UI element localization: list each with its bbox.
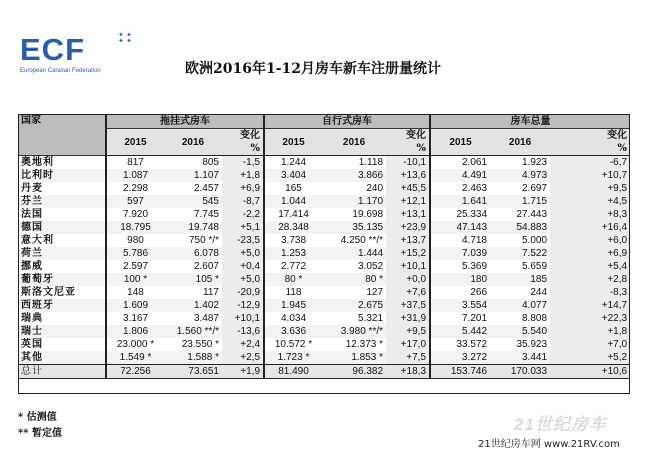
table-row xyxy=(18,156,630,170)
country-cell: 英国 xyxy=(18,338,106,351)
table-row xyxy=(18,351,630,365)
value-cell: +23,9 xyxy=(386,221,430,234)
country-cell: 瑞士 xyxy=(18,325,106,338)
value-cell: -20,9 xyxy=(222,286,264,299)
value-cell: -8,3 xyxy=(550,286,630,299)
value-cell: +10,7 xyxy=(550,169,630,182)
value-cell: 3.052 xyxy=(322,260,386,273)
value-cell: 7.920 xyxy=(106,208,164,221)
value-cell: 244 xyxy=(490,286,550,299)
table-row xyxy=(18,325,630,338)
value-cell: +2,4 xyxy=(222,338,264,351)
value-cell: -10,1 xyxy=(386,156,430,170)
value-cell: 1.723 * xyxy=(264,351,322,365)
value-cell: 148 xyxy=(106,286,164,299)
value-cell: +22,3 xyxy=(550,312,630,325)
value-cell: 117 xyxy=(164,286,222,299)
value-cell: +2,5 xyxy=(222,351,264,365)
value-cell: 2.607 xyxy=(164,260,222,273)
country-cell: 奥地利 xyxy=(18,156,106,170)
watermark-text: 21世纪房车网 www.21RV.com xyxy=(478,439,620,450)
value-cell: 3.487 xyxy=(164,312,222,325)
value-cell: +6,9 xyxy=(550,247,630,260)
value-cell: 1.549 * xyxy=(106,351,164,365)
watermark xyxy=(478,408,638,452)
value-cell: 1.923 xyxy=(490,156,550,170)
table-row xyxy=(18,247,630,260)
value-cell: 19.698 xyxy=(322,208,386,221)
year-2016-header: 2016 xyxy=(322,129,386,156)
year-2015-header: 2015 xyxy=(106,129,164,156)
value-cell: +7,0 xyxy=(550,338,630,351)
group-header-motorhome: 自行式房车 xyxy=(264,114,430,129)
value-cell: +0,4 xyxy=(222,260,264,273)
value-cell: 72.256 xyxy=(106,365,164,379)
country-cell: 葡萄牙 xyxy=(18,273,106,286)
value-cell: 5.321 xyxy=(322,312,386,325)
value-cell: 805 xyxy=(164,156,222,170)
value-cell: +5,2 xyxy=(550,351,630,365)
value-cell: 1.253 xyxy=(264,247,322,260)
value-cell: 4.034 xyxy=(264,312,322,325)
logo-text: ECF xyxy=(20,32,85,67)
table-row xyxy=(18,273,630,286)
value-cell: -6,7 xyxy=(550,156,630,170)
value-cell: 750 */* xyxy=(164,234,222,247)
value-cell: 12.373 * xyxy=(322,338,386,351)
value-cell: 23.000 * xyxy=(106,338,164,351)
value-cell: +5,0 xyxy=(222,273,264,286)
value-cell: 1.087 xyxy=(106,169,164,182)
value-cell: 18.795 xyxy=(106,221,164,234)
value-cell: 25.334 xyxy=(430,208,490,221)
value-cell: 2.772 xyxy=(264,260,322,273)
value-cell: 81.490 xyxy=(264,365,322,379)
value-cell: +8,3 xyxy=(550,208,630,221)
value-cell: +13,6 xyxy=(386,169,430,182)
value-cell: +45,5 xyxy=(386,182,430,195)
value-cell: 980 xyxy=(106,234,164,247)
country-cell: 瑞典 xyxy=(18,312,106,325)
value-cell: 35.135 xyxy=(322,221,386,234)
value-cell: 1.118 xyxy=(322,156,386,170)
value-cell: +31,9 xyxy=(386,312,430,325)
value-cell: +18,3 xyxy=(386,365,430,379)
value-cell: +1,9 xyxy=(222,365,264,379)
value-cell: 7.039 xyxy=(430,247,490,260)
value-cell: 4.973 xyxy=(490,169,550,182)
value-cell: 165 xyxy=(264,182,322,195)
value-cell: 8.808 xyxy=(490,312,550,325)
value-cell: 240 xyxy=(322,182,386,195)
value-cell: 2.697 xyxy=(490,182,550,195)
value-cell: 3.167 xyxy=(106,312,164,325)
value-cell: 3.866 xyxy=(322,169,386,182)
value-cell: 5.000 xyxy=(490,234,550,247)
value-cell: +6,9 xyxy=(222,182,264,195)
country-cell: 其他 xyxy=(18,351,106,365)
value-cell: 2.298 xyxy=(106,182,164,195)
value-cell: 4.718 xyxy=(430,234,490,247)
value-cell: 5.659 xyxy=(490,260,550,273)
value-cell: 1.853 * xyxy=(322,351,386,365)
value-cell: 266 xyxy=(430,286,490,299)
table-row xyxy=(18,286,630,299)
value-cell: 1.560 **/* xyxy=(164,325,222,338)
value-cell: 5.369 xyxy=(430,260,490,273)
value-cell: +10,1 xyxy=(386,260,430,273)
table-row xyxy=(18,195,630,208)
value-cell: 1.170 xyxy=(322,195,386,208)
value-cell: 7.745 xyxy=(164,208,222,221)
logo-subtitle: European Caravan Federation xyxy=(20,68,101,74)
value-cell: 54.883 xyxy=(490,221,550,234)
value-cell: 1.715 xyxy=(490,195,550,208)
value-cell: +0,0 xyxy=(386,273,430,286)
change-header: 变化 % xyxy=(386,129,430,156)
table-row xyxy=(18,260,630,273)
value-cell: +2,8 xyxy=(550,273,630,286)
value-cell: +17,0 xyxy=(386,338,430,351)
country-cell: 比利时 xyxy=(18,169,106,182)
ecf-logo xyxy=(20,32,132,84)
total-row xyxy=(18,365,630,379)
value-cell: 1.244 xyxy=(264,156,322,170)
value-cell: +9,5 xyxy=(550,182,630,195)
value-cell: -12,9 xyxy=(222,299,264,312)
value-cell: +14,7 xyxy=(550,299,630,312)
value-cell: 5.540 xyxy=(490,325,550,338)
value-cell: 105 * xyxy=(164,273,222,286)
value-cell: 5.786 xyxy=(106,247,164,260)
value-cell: 2.457 xyxy=(164,182,222,195)
value-cell: +15,2 xyxy=(386,247,430,260)
watermark-badge: 21世纪房车 xyxy=(514,415,607,434)
group-header-total: 房车总量 xyxy=(430,114,630,129)
value-cell: +13,1 xyxy=(386,208,430,221)
value-cell: 2.463 xyxy=(430,182,490,195)
year-2015-header: 2015 xyxy=(264,129,322,156)
value-cell: 170.033 xyxy=(490,365,550,379)
country-cell: 总计 xyxy=(18,365,106,379)
country-cell: 德国 xyxy=(18,221,106,234)
registration-table xyxy=(18,114,630,379)
value-cell: 597 xyxy=(106,195,164,208)
value-cell: 185 xyxy=(490,273,550,286)
value-cell: 6.078 xyxy=(164,247,222,260)
value-cell: +37,5 xyxy=(386,299,430,312)
table-row xyxy=(18,338,630,351)
value-cell: 19.748 xyxy=(164,221,222,234)
value-cell: +4,5 xyxy=(550,195,630,208)
value-cell: 47.143 xyxy=(430,221,490,234)
country-header: 国家 xyxy=(18,114,106,156)
value-cell: -23,5 xyxy=(222,234,264,247)
value-cell: 7.522 xyxy=(490,247,550,260)
value-cell: 180 xyxy=(430,273,490,286)
year-2015-header: 2015 xyxy=(430,129,490,156)
value-cell: +6,0 xyxy=(550,234,630,247)
value-cell: 3.554 xyxy=(430,299,490,312)
value-cell: 1.945 xyxy=(264,299,322,312)
note-provisional: ** 暂定值 xyxy=(18,428,62,439)
table-row xyxy=(18,312,630,325)
value-cell: 27.443 xyxy=(490,208,550,221)
value-cell: 28.348 xyxy=(264,221,322,234)
value-cell: 1.641 xyxy=(430,195,490,208)
value-cell: 23.550 * xyxy=(164,338,222,351)
value-cell: 35.923 xyxy=(490,338,550,351)
value-cell: +1,8 xyxy=(222,169,264,182)
value-cell: +5,0 xyxy=(222,247,264,260)
value-cell: 3.738 xyxy=(264,234,322,247)
change-header: 变化 % xyxy=(222,129,264,156)
value-cell: +9,5 xyxy=(386,325,430,338)
value-cell: 96.382 xyxy=(322,365,386,379)
value-cell: 118 xyxy=(264,286,322,299)
value-cell: 3.272 xyxy=(430,351,490,365)
value-cell: 3.980 **/* xyxy=(322,325,386,338)
value-cell: 2.597 xyxy=(106,260,164,273)
value-cell: +5,4 xyxy=(550,260,630,273)
value-cell: 3.636 xyxy=(264,325,322,338)
value-cell: -8,7 xyxy=(222,195,264,208)
value-cell: +13,7 xyxy=(386,234,430,247)
value-cell: 3.441 xyxy=(490,351,550,365)
value-cell: 545 xyxy=(164,195,222,208)
value-cell: 1.588 * xyxy=(164,351,222,365)
table-body xyxy=(18,156,630,379)
value-cell: +7,5 xyxy=(386,351,430,365)
value-cell: 10.572 * xyxy=(264,338,322,351)
note-estimate: * 估测值 xyxy=(18,412,57,423)
value-cell: 33.572 xyxy=(430,338,490,351)
country-cell: 芬兰 xyxy=(18,195,106,208)
stars-icon: ✦ ✦ ✦ ✦ xyxy=(118,31,132,45)
value-cell: -13,6 xyxy=(222,325,264,338)
value-cell: 4.250 **/* xyxy=(322,234,386,247)
table-row xyxy=(18,234,630,247)
value-cell: +5,1 xyxy=(222,221,264,234)
value-cell: 73.651 xyxy=(164,365,222,379)
value-cell: +10,6 xyxy=(550,365,630,379)
change-header: 变化 % xyxy=(550,129,630,156)
country-cell: 意大利 xyxy=(18,234,106,247)
country-cell: 丹麦 xyxy=(18,182,106,195)
value-cell: 1.609 xyxy=(106,299,164,312)
value-cell: 4.077 xyxy=(490,299,550,312)
table-row xyxy=(18,221,630,234)
value-cell: 1.806 xyxy=(106,325,164,338)
page-title: 欧洲2016年1-12月房车新车注册量统计 xyxy=(185,61,441,77)
table-row xyxy=(18,299,630,312)
value-cell: +10,1 xyxy=(222,312,264,325)
value-cell: 2.061 xyxy=(430,156,490,170)
value-cell: 817 xyxy=(106,156,164,170)
value-cell: -2,2 xyxy=(222,208,264,221)
value-cell: +16,4 xyxy=(550,221,630,234)
value-cell: 7.201 xyxy=(430,312,490,325)
group-header-towable: 拖挂式房车 xyxy=(106,114,264,129)
value-cell: 80 * xyxy=(322,273,386,286)
value-cell: 2.675 xyxy=(322,299,386,312)
table-row xyxy=(18,169,630,182)
year-2016-header: 2016 xyxy=(490,129,550,156)
country-cell: 西班牙 xyxy=(18,299,106,312)
value-cell: +7,6 xyxy=(386,286,430,299)
value-cell: 3.404 xyxy=(264,169,322,182)
value-cell: -1,5 xyxy=(222,156,264,170)
value-cell: 17.414 xyxy=(264,208,322,221)
table-row xyxy=(18,208,630,221)
value-cell: +1,8 xyxy=(550,325,630,338)
country-cell: 法国 xyxy=(18,208,106,221)
country-cell: 挪威 xyxy=(18,260,106,273)
value-cell: 1.044 xyxy=(264,195,322,208)
year-2016-header: 2016 xyxy=(164,129,222,156)
value-cell: +12,1 xyxy=(386,195,430,208)
value-cell: 1.444 xyxy=(322,247,386,260)
value-cell: 127 xyxy=(322,286,386,299)
value-cell: 80 * xyxy=(264,273,322,286)
value-cell: 1.402 xyxy=(164,299,222,312)
country-cell: 荷兰 xyxy=(18,247,106,260)
value-cell: 1.107 xyxy=(164,169,222,182)
value-cell: 153.746 xyxy=(430,365,490,379)
value-cell: 4.491 xyxy=(430,169,490,182)
country-cell: 斯洛文尼亚 xyxy=(18,286,106,299)
value-cell: 5.442 xyxy=(430,325,490,338)
value-cell: 100 * xyxy=(106,273,164,286)
table-row xyxy=(18,182,630,195)
